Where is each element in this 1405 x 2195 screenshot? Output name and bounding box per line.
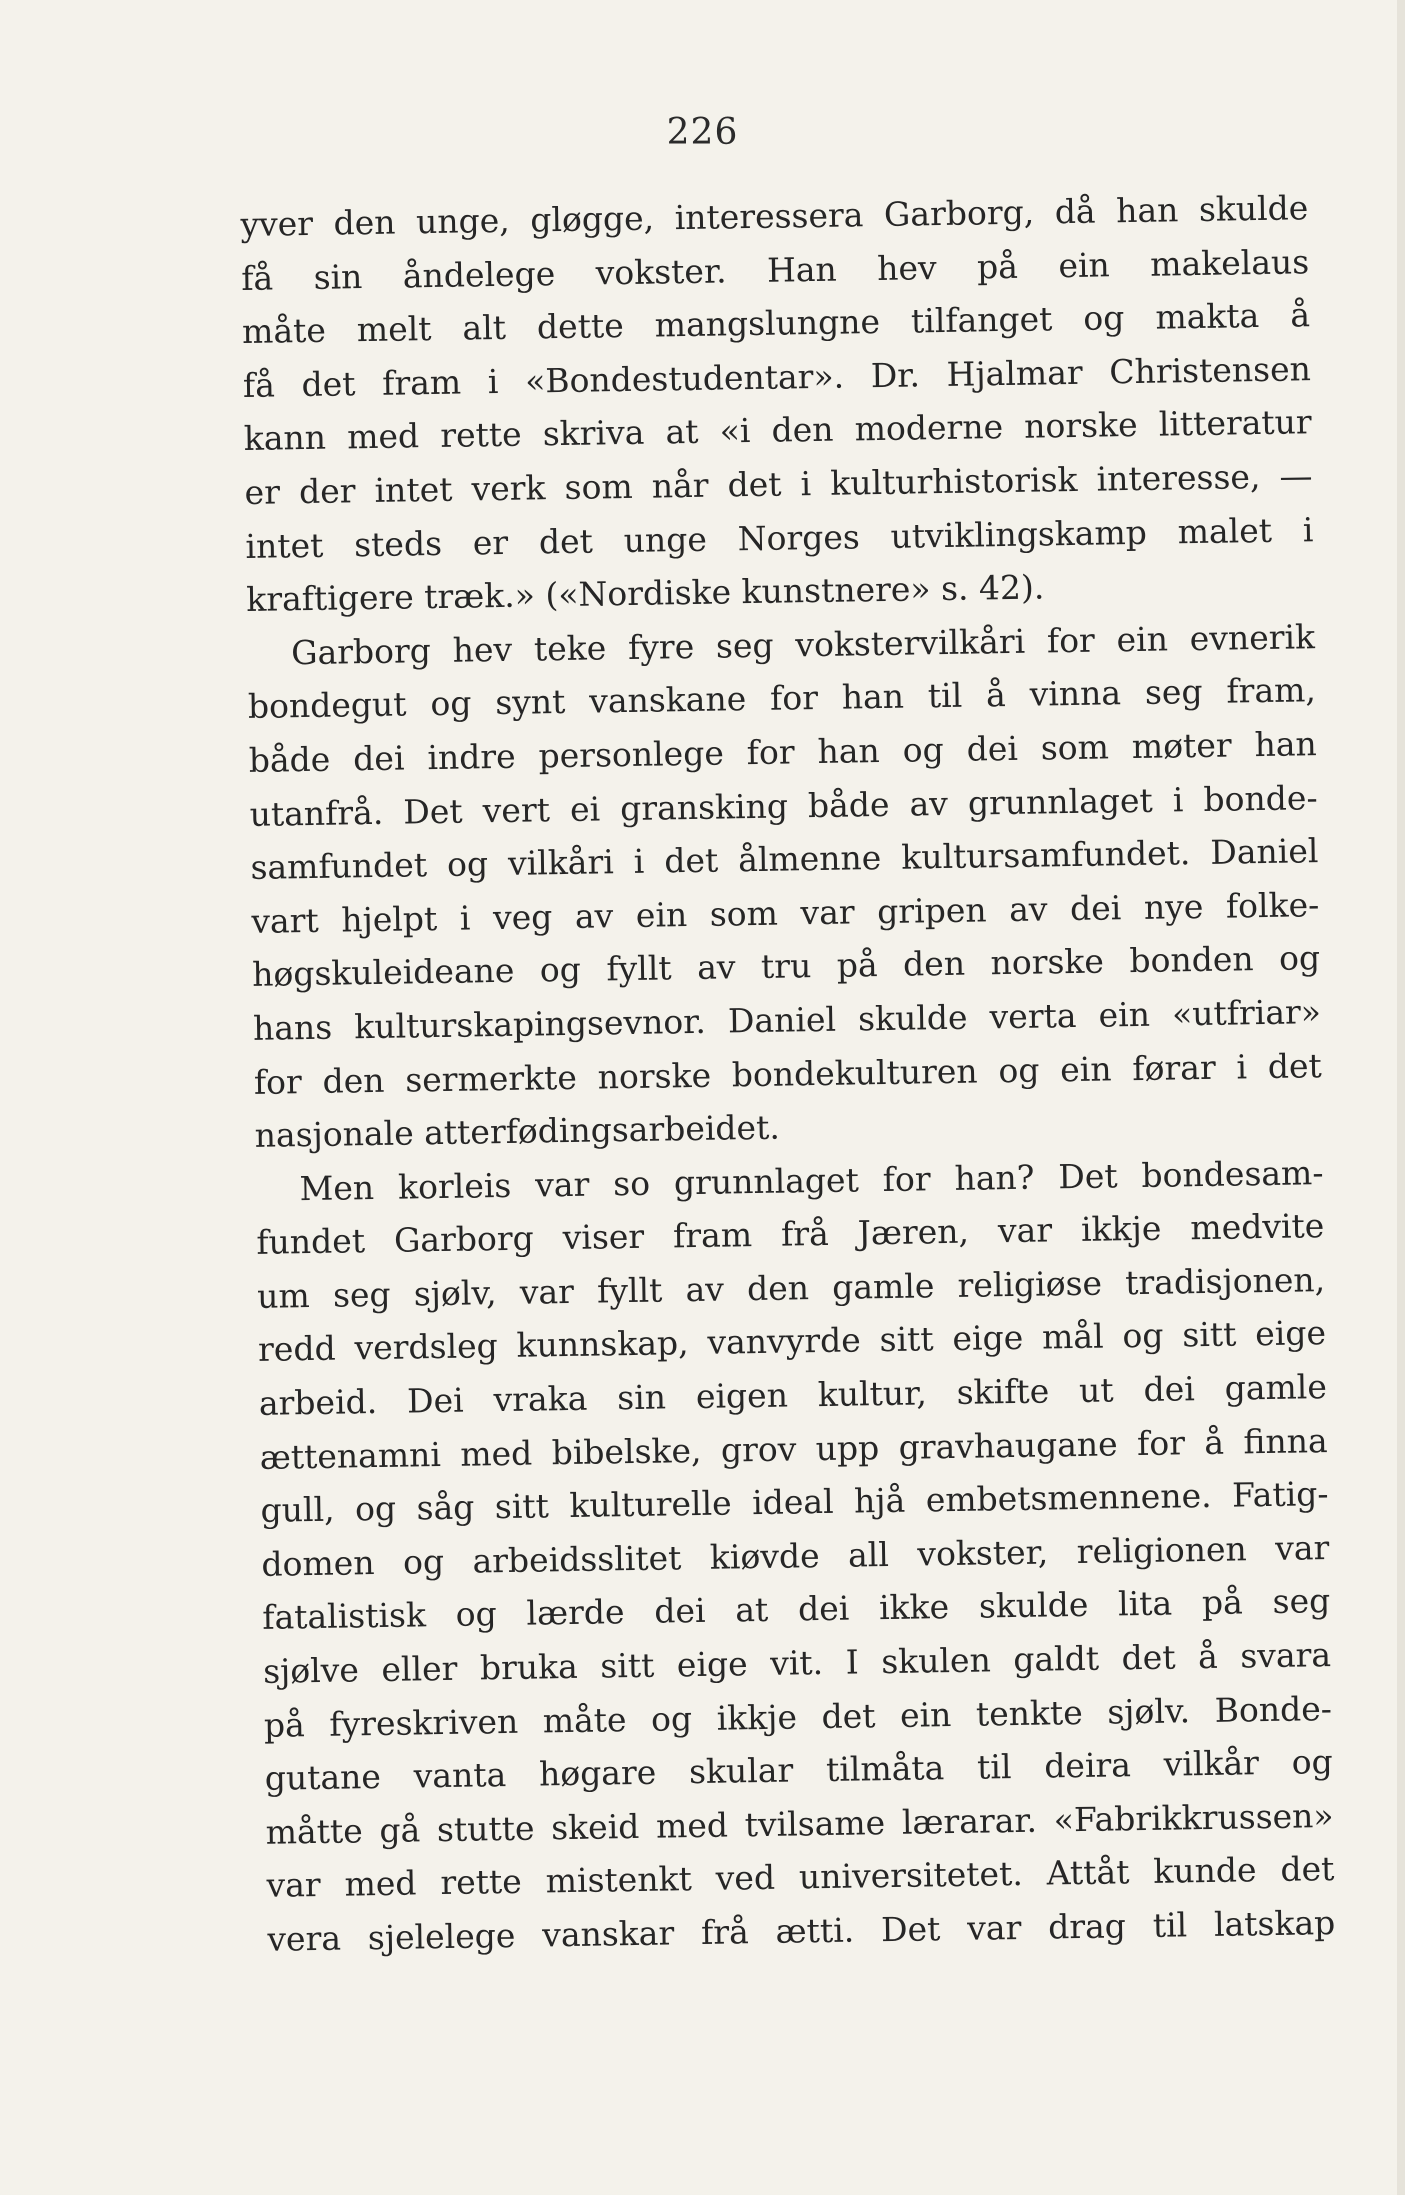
text-line: ættenamni med bibelske, grov upp gravhaugane for å finna (259, 1420, 1328, 1477)
text-line: høgskuleideane og fyllt av tru på den norske bonden og (251, 938, 1321, 995)
text-line: få sin åndelege vokster. Han hev på ein makelaus (240, 241, 1310, 298)
text-line: redd verdsleg kunnskap, vanvyrde sitt eige mål og sitt eige (257, 1313, 1327, 1370)
text-line: på fyreskriven måte og ikkje det ein tenkte sjølv. Bonde- (263, 1688, 1333, 1745)
text-line: vera sjelelege vanskar frå ætti. Det var drag til latskap (267, 1903, 1336, 1959)
page-number: 226 (666, 112, 739, 153)
paragraph-3 (255, 1146, 1335, 1967)
text-line: måtte gå stutte skeid med tvilsame lærarar. «Fabrikkrussen» (265, 1795, 1334, 1852)
body-text (240, 181, 1336, 1966)
text-line: både dei indre personlege for han og dei som møter han (248, 724, 1318, 780)
paragraph-2 (247, 610, 1323, 1163)
text-line: sjølve eller bruka sitt eige vit. I skulen galdt det å svara (262, 1635, 1332, 1691)
text-line: samfundet og vilkåri i det ålmenne kultursamfundet. Daniel (250, 831, 1319, 888)
text-line: fundet Garborg viser fram frå Jæren, var ikkje medvite (256, 1206, 1325, 1263)
text-line: fatalistisk og lærde dei at dei ikke skulde lita på seg (261, 1581, 1331, 1638)
text-line: hans kulturskapingsevnor. Daniel skulde verta ein «utfriar» (252, 992, 1322, 1048)
text-line: er der intet verk som når det i kulturhistorisk interesse, — (244, 456, 1313, 512)
text-line: domen og arbeidsslitet kiøvde all vokster, religionen var (261, 1527, 1330, 1584)
text-line: få det fram i «Bondestudentar». Dr. Hjalmar Christensen (242, 348, 1312, 405)
text-line: um seg sjølv, var fyllt av den gamle religiøse tradisjonen, (256, 1259, 1326, 1316)
paragraph-1 (240, 181, 1315, 626)
text-line: var med rette mistenkt ved universitetet. Attåt kunde det (266, 1849, 1335, 1906)
text-line: for den sermerkte norske bondekulturen og ein førar i det (253, 1045, 1323, 1102)
text-line: utanfrå. Det vert ei gransking både av grunnlaget i bonde- (249, 777, 1318, 834)
text-line: Men korleis var so grunnlaget for han? Det bondesam- (299, 1152, 1324, 1208)
text-line: gull, og såg sitt kulturelle ideal hjå embetsmennene. Fatig- (260, 1474, 1329, 1531)
text-line: nasjonale atterfødingsarbeidet. (254, 1107, 781, 1155)
text-line: arbeid. Dei vraka sin eigen kultur, skifte ut dei gamle (258, 1367, 1328, 1423)
text-line: gutane vanta høgare skular tilmåta til deira vilkår og (264, 1742, 1334, 1799)
text-line: yver den unge, gløgge, interessera Garborg, då han skulde (240, 188, 1309, 244)
text-line: Garborg hev teke fyre seg vokstervilkåri for ein evnerik (290, 616, 1316, 673)
text-line: bondegut og synt vanskane for han til å vinna seg fram, (247, 670, 1317, 727)
text-line: kann med rette skriva at «i den moderne norske litteratur (243, 402, 1312, 459)
scan-edge (1397, 0, 1405, 2195)
text-line: intet steds er det unge Norges utviklingskamp malet i (245, 509, 1314, 566)
text-line: kraftigere træk.» («Nordiske kunstnere» s. 42). (246, 567, 1045, 620)
text-line: vart hjelpt i veg av ein som var gripen av dei nye folke- (251, 884, 1320, 941)
text-line: måte melt alt dette mangslungne tilfanget og makta å (241, 295, 1311, 352)
